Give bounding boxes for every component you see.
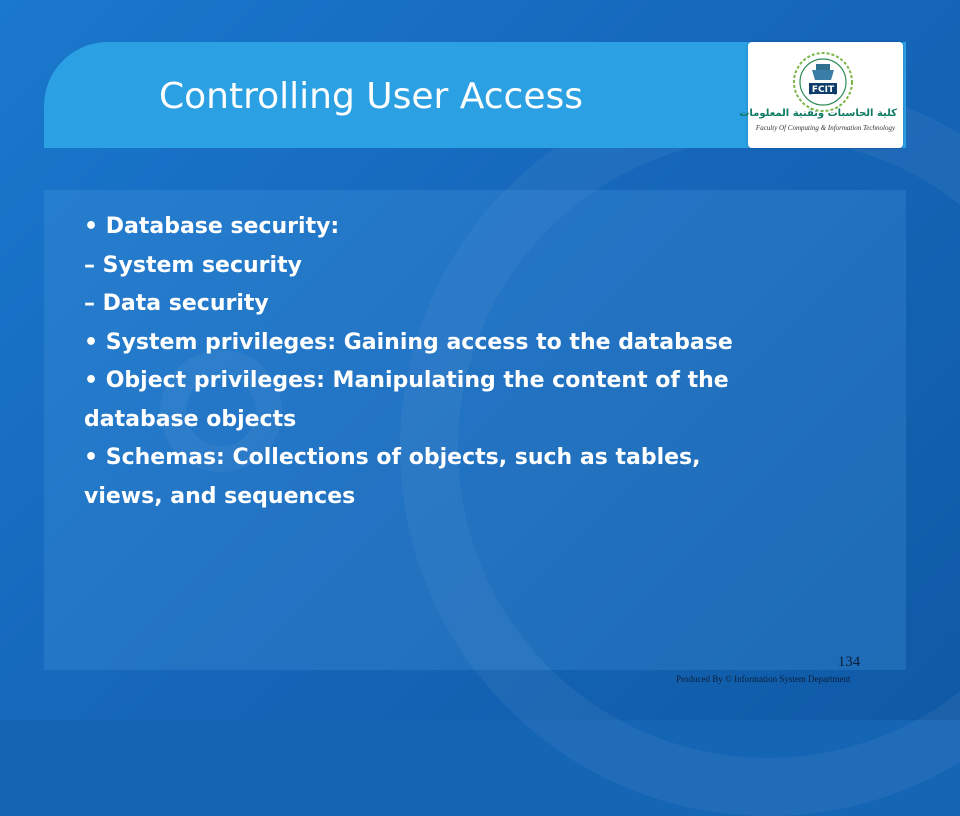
bullet-line: – System security (84, 252, 302, 278)
bullet-line: views, and sequences (84, 483, 356, 509)
logo-arabic-text: كلية الحاسبات وتقنية المعلومات (739, 108, 897, 119)
page-number: 134 (837, 654, 861, 670)
bullet-line: • Object privileges: Manipulating the content of the (84, 368, 729, 393)
bullet-line: • Schemas: Collections of objects, such as tables, (84, 445, 701, 470)
logo-abbr: FCIT (811, 85, 835, 95)
fcit-logo (739, 42, 903, 148)
bullet-list (84, 208, 884, 516)
slide-title: Controlling User Access (159, 76, 583, 117)
logo-english-text: Faculty Of Computing & Information Technology (755, 124, 896, 132)
bullet-line: • System privileges: Gaining access to the database (84, 329, 733, 355)
bullet-line: • Database security: (84, 214, 340, 239)
bullet-line: – Data security (84, 291, 269, 316)
bullet-line: database objects (84, 406, 297, 432)
footer-credit: Produced By © Information System Department (676, 674, 851, 684)
